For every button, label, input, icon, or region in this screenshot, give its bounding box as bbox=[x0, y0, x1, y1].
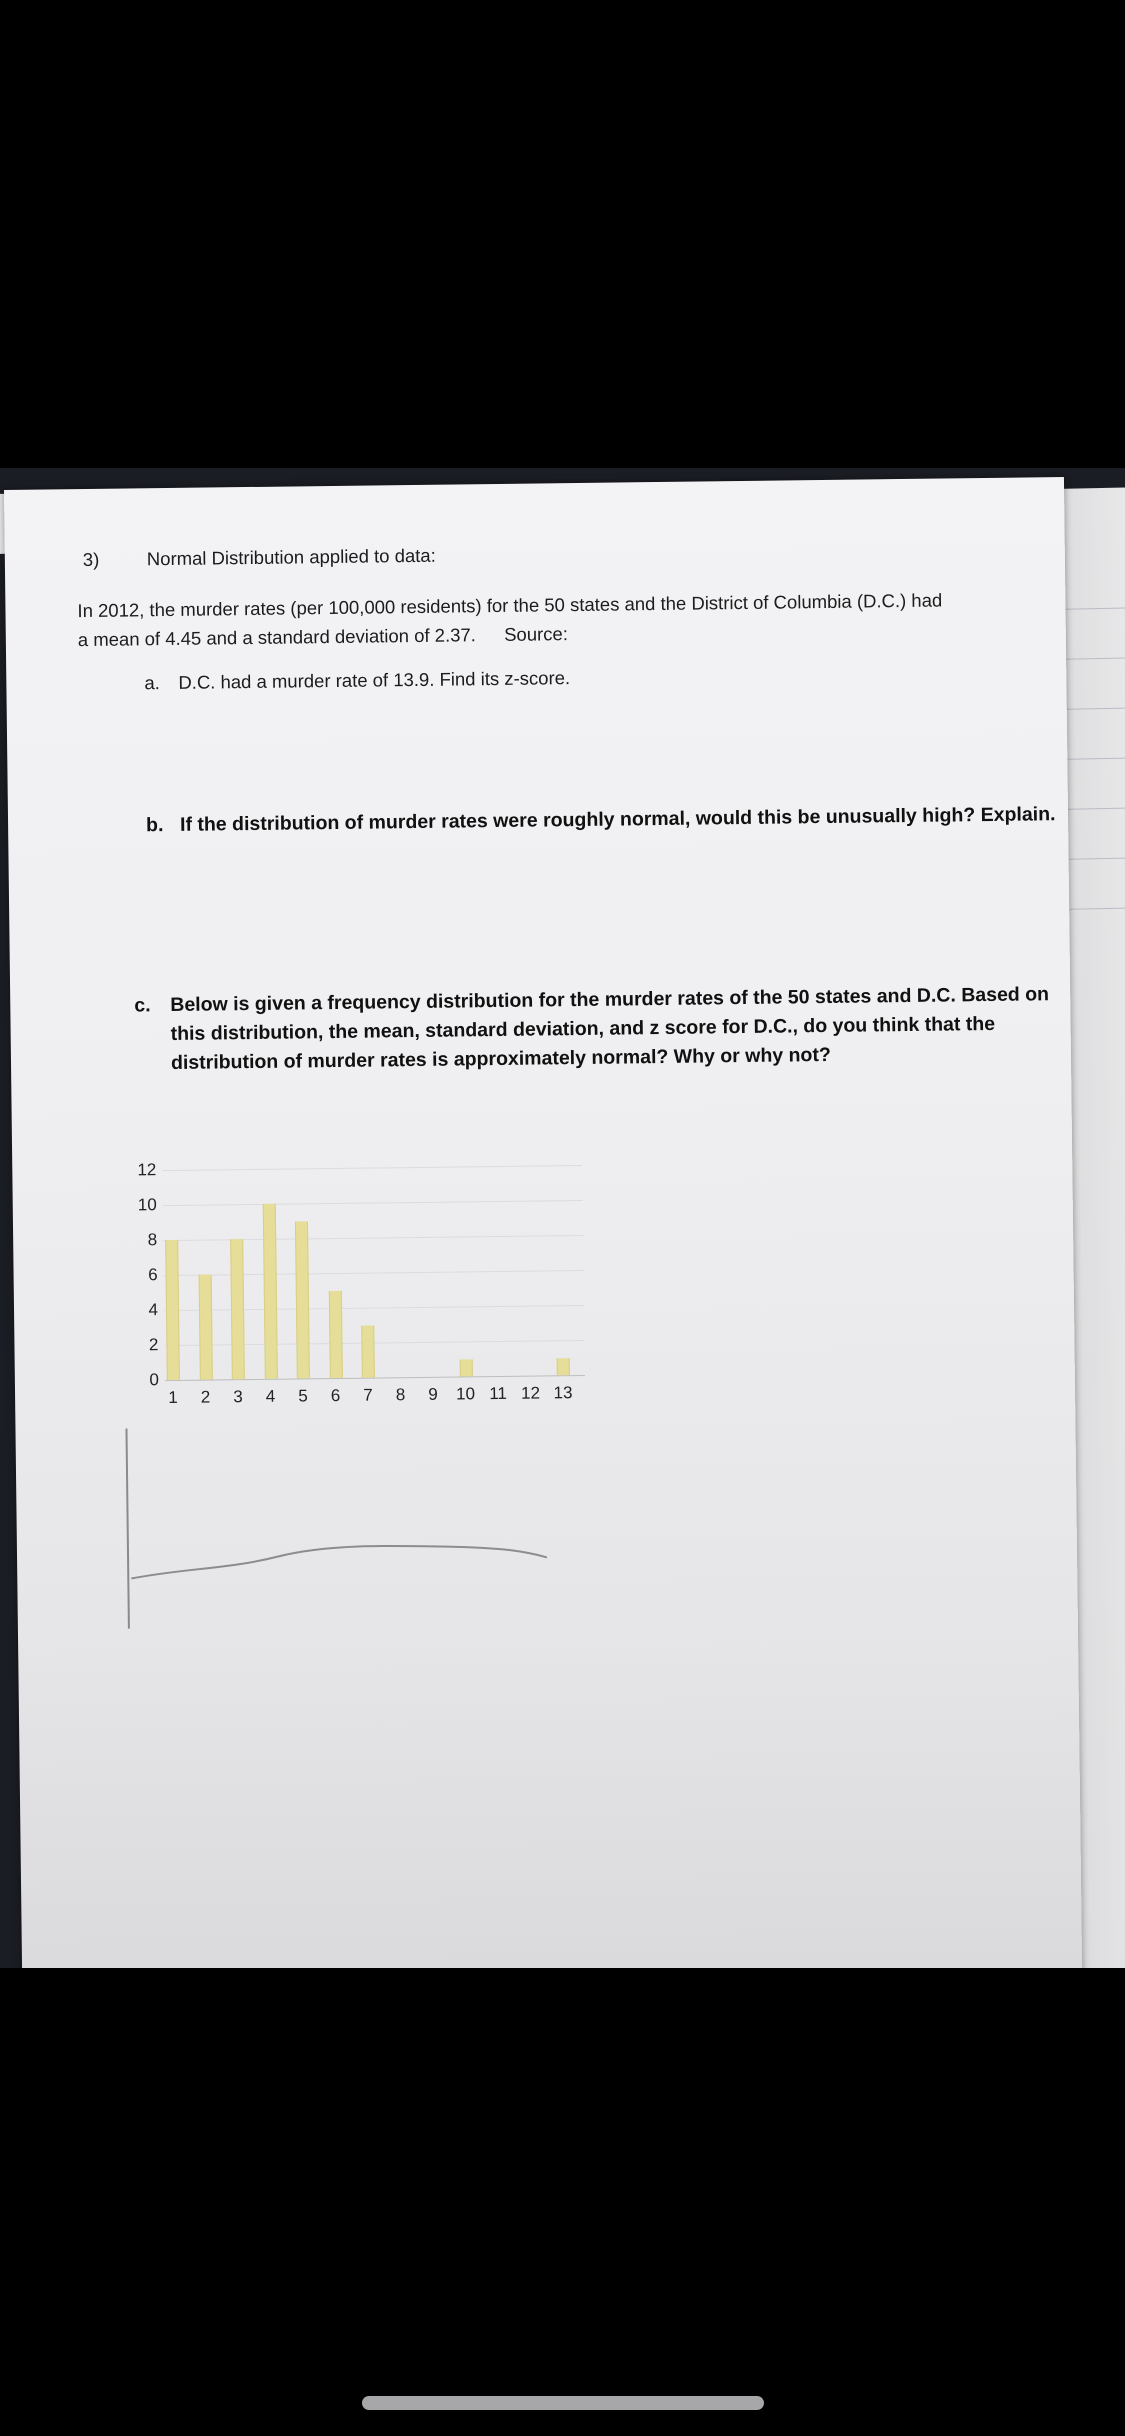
x-tick-label: 3 bbox=[233, 1387, 243, 1407]
bar-2 bbox=[198, 1275, 212, 1380]
x-tick-label: 5 bbox=[298, 1386, 308, 1406]
intro-line-1: In 2012, the murder rates (per 100,000 residents) for the 50 states and the District of Columbia (D.C.) had bbox=[77, 589, 943, 622]
intro-line-2-text: a mean of 4.45 and a standard deviation of 2.37. bbox=[77, 624, 476, 651]
bar-3 bbox=[230, 1239, 245, 1379]
part-c-line-2: this distribution, the mean, standard deviation, and z score for D.C., do you think that the bbox=[170, 1012, 996, 1046]
x-axis-line bbox=[165, 1375, 585, 1381]
x-tick-label: 10 bbox=[455, 1384, 476, 1404]
y-tick-label: 0 bbox=[149, 1370, 159, 1390]
y-tick-label: 8 bbox=[147, 1230, 158, 1250]
y-tick-label: 2 bbox=[148, 1335, 159, 1355]
part-b-text: If the distribution of murder rates were roughly normal, would this be unusually high? Explain. bbox=[179, 803, 1056, 836]
part-c-line-3: distribution of murder rates is approximately normal? Why or why not? bbox=[170, 1043, 831, 1075]
question-number: 3) bbox=[82, 548, 100, 571]
y-tick-label: 6 bbox=[148, 1265, 158, 1285]
x-tick-label: 11 bbox=[489, 1383, 508, 1404]
x-tick-label: 1 bbox=[168, 1387, 178, 1408]
x-tick-label: 8 bbox=[395, 1385, 406, 1405]
bar-7 bbox=[361, 1325, 375, 1378]
bar-13 bbox=[557, 1358, 570, 1376]
bar-5 bbox=[295, 1221, 310, 1379]
part-a-text: D.C. had a murder rate of 13.9. Find its z-score. bbox=[178, 667, 571, 693]
worksheet-page bbox=[4, 477, 1082, 1968]
x-tick-label: 7 bbox=[363, 1385, 373, 1405]
source-label: Source: bbox=[504, 623, 569, 645]
gridline bbox=[164, 1270, 584, 1276]
home-indicator[interactable] bbox=[362, 2396, 764, 2410]
bar-6 bbox=[328, 1290, 342, 1378]
x-tick-label: 12 bbox=[520, 1383, 541, 1403]
pencil-curve bbox=[126, 1493, 547, 1588]
frequency-bar-chart bbox=[137, 1144, 665, 1410]
bar-1 bbox=[165, 1240, 180, 1380]
part-c-letter: c. bbox=[134, 994, 151, 1017]
gridline bbox=[163, 1200, 583, 1206]
y-tick-label: 4 bbox=[148, 1300, 159, 1320]
bar-10 bbox=[459, 1359, 472, 1377]
y-tick-label: 12 bbox=[137, 1160, 157, 1180]
x-tick-label: 4 bbox=[265, 1386, 276, 1406]
part-a-letter: a. bbox=[144, 672, 160, 694]
intro-line-2 bbox=[78, 623, 568, 651]
bar-4 bbox=[262, 1204, 277, 1379]
x-tick-label: 2 bbox=[200, 1387, 211, 1407]
gridline bbox=[164, 1305, 584, 1311]
x-tick-label: 13 bbox=[553, 1383, 573, 1403]
x-tick-label: 6 bbox=[330, 1385, 341, 1406]
gridline bbox=[162, 1165, 582, 1171]
part-c-line-1: Below is given a frequency distribution for the murder rates of the 50 states and D.C. Based on bbox=[170, 983, 1050, 1017]
photo-of-worksheet bbox=[0, 468, 1125, 1968]
gridline bbox=[163, 1235, 583, 1241]
part-b-letter: b. bbox=[145, 814, 164, 837]
question-title: Normal Distribution applied to data: bbox=[146, 544, 436, 570]
x-tick-label: 9 bbox=[428, 1384, 438, 1404]
y-tick-label: 10 bbox=[137, 1195, 157, 1215]
